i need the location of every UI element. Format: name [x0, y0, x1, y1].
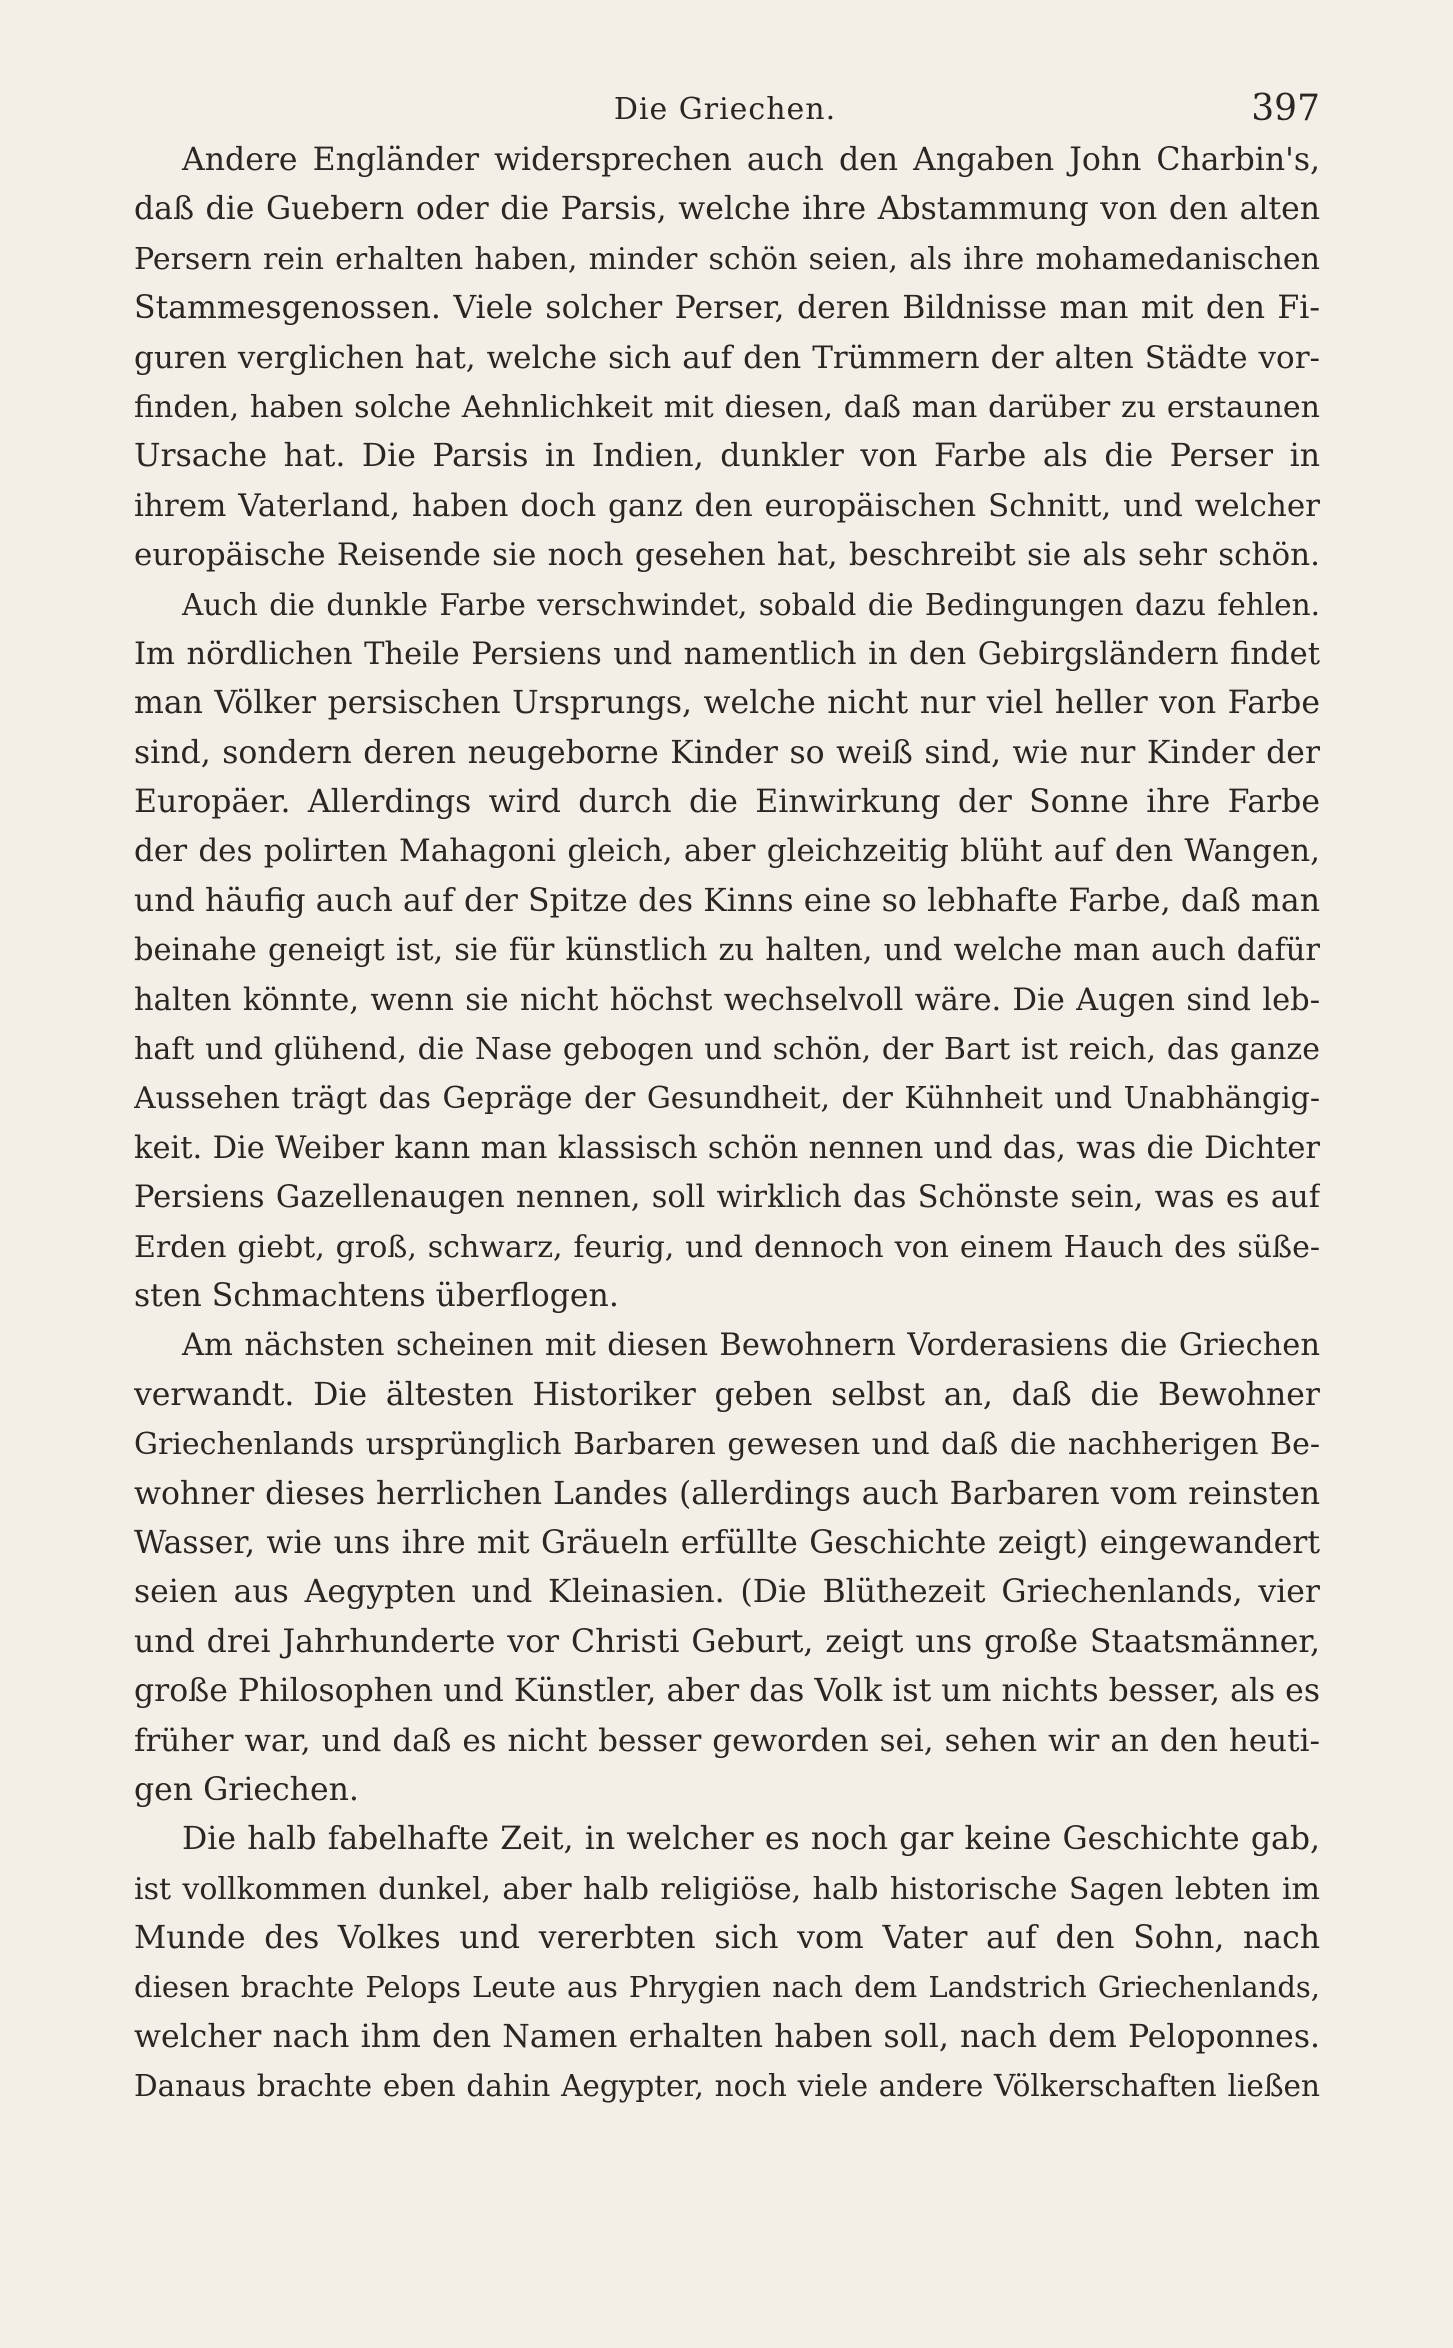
text-line: Stammesgenossen. Viele solcher Perser, deren Bildnisse man mit den Fi-	[134, 290, 1320, 327]
running-title: Die Griechen.	[613, 92, 837, 127]
text-line: diesen brachte Pelops Leute aus Phrygien nach dem Landstrich Griechenlands,	[134, 1970, 1320, 2005]
text-line: Danaus brachte eben dahin Aegypter, noch viele andere Völkerschaften ließen	[134, 2069, 1320, 2104]
text-line: europäische Reisende sie noch gesehen hat, beschreibt sie als sehr schön.	[134, 537, 1320, 574]
text-line: große Philosophen und Künstler, aber das Volk ist um nichts besser, als es	[134, 1673, 1320, 1710]
text-line: wohner dieses herrlichen Landes (allerdings auch Barbaren vom reinsten	[134, 1475, 1320, 1512]
text-line: sten Schmachtens überflogen.	[134, 1277, 619, 1314]
text-line: ist vollkommen dunkel, aber halb religiöse, halb historische Sagen lebten im	[134, 1871, 1320, 1907]
text-line: und drei Jahrhunderte vor Christi Geburt, zeigt uns große Staatsmänner,	[134, 1623, 1320, 1660]
text-line: Aussehen trägt das Gepräge der Gesundheit, der Kühnheit und Unabhängig-	[134, 1081, 1320, 1117]
text-line: Erden giebt, groß, schwarz, feurig, und dennoch von einem Hauch des süße-	[134, 1229, 1320, 1265]
text-line: Wasser, wie uns ihre mit Gräueln erfüllte Geschichte zeigt) eingewandert	[134, 1524, 1320, 1561]
text-line: Persiens Gazellenaugen nennen, soll wirklich das Schönste sein, was es auf	[134, 1180, 1320, 1216]
text-line: guren verglichen hat, welche sich auf den Trümmern der alten Städte vor-	[134, 339, 1320, 376]
text-line: sind, sondern deren neugeborne Kinder so weiß sind, wie nur Kinder der	[134, 734, 1320, 771]
page-header	[130, 88, 1320, 134]
text-line: finden, haben solche Aehnlichkeit mit diesen, daß man darüber zu erstaunen	[134, 389, 1320, 425]
text-line: Ursache hat. Die Parsis in Indien, dunkler von Farbe als die Perser in	[134, 438, 1320, 475]
text-line: halten könnte, wenn sie nicht höchst wechselvoll wäre. Die Augen sind leb-	[134, 982, 1320, 1018]
text-line: Im nördlichen Theile Persiens und namentlich in den Gebirgsländern findet	[134, 636, 1320, 672]
text-line: ihrem Vaterland, haben doch ganz den europäischen Schnitt, und welcher	[134, 487, 1320, 524]
text-line: welcher nach ihm den Namen erhalten haben soll, nach dem Peloponnes.	[134, 2018, 1320, 2055]
text-line: Europäer. Allerdings wird durch die Einwirkung der Sonne ihre Farbe	[134, 784, 1320, 821]
text-line: beinahe geneigt ist, sie für künstlich zu halten, und welche man auch dafür	[134, 933, 1320, 969]
text-line: und häufig auch auf der Spitze des Kinns eine so lebhafte Farbe, daß man	[134, 882, 1320, 919]
text-line: Am nächsten scheinen mit diesen Bewohnern Vorderasiens die Griechen	[182, 1328, 1320, 1364]
text-line: der des polirten Mahagoni gleich, aber gleichzeitig blüht auf den Wangen,	[134, 833, 1320, 870]
page-number: 397	[1251, 88, 1320, 129]
body-text	[134, 136, 1320, 2112]
text-line: haft und glühend, die Nase gebogen und schön, der Bart ist reich, das ganze	[134, 1032, 1320, 1068]
text-line: keit. Die Weiber kann man klassisch schön nennen und das, was die Dichter	[134, 1130, 1320, 1166]
text-line: daß die Guebern oder die Parsis, welche ihre Abstammung von den alten	[134, 191, 1320, 228]
text-line: früher war, und daß es nicht besser geworden sei, sehen wir an den heuti-	[134, 1722, 1320, 1759]
text-line: Andere Engländer widersprechen auch den Angaben John Charbin's,	[182, 142, 1320, 178]
text-line: verwandt. Die ältesten Historiker geben selbst an, daß die Bewohner	[134, 1376, 1320, 1413]
text-line: seien aus Aegypten und Kleinasien. (Die Blüthezeit Griechenlands, vier	[134, 1574, 1320, 1611]
text-line: Munde des Volkes und vererbten sich vom Vater auf den Sohn, nach	[134, 1920, 1320, 1957]
text-line: gen Griechen.	[134, 1771, 359, 1808]
text-line: Persern rein erhalten haben, minder schön seien, als ihre mohamedanischen	[134, 241, 1320, 277]
text-line: Die halb fabelhafte Zeit, in welcher es noch gar keine Geschichte gab,	[182, 1821, 1320, 1858]
text-line: man Völker persischen Ursprungs, welche nicht nur viel heller von Farbe	[134, 685, 1320, 722]
text-line: Auch die dunkle Farbe verschwindet, sobald die Bedingungen dazu fehlen.	[182, 587, 1320, 622]
text-line: Griechenlands ursprünglich Barbaren gewesen und daß die nachherigen Be-	[134, 1427, 1320, 1463]
